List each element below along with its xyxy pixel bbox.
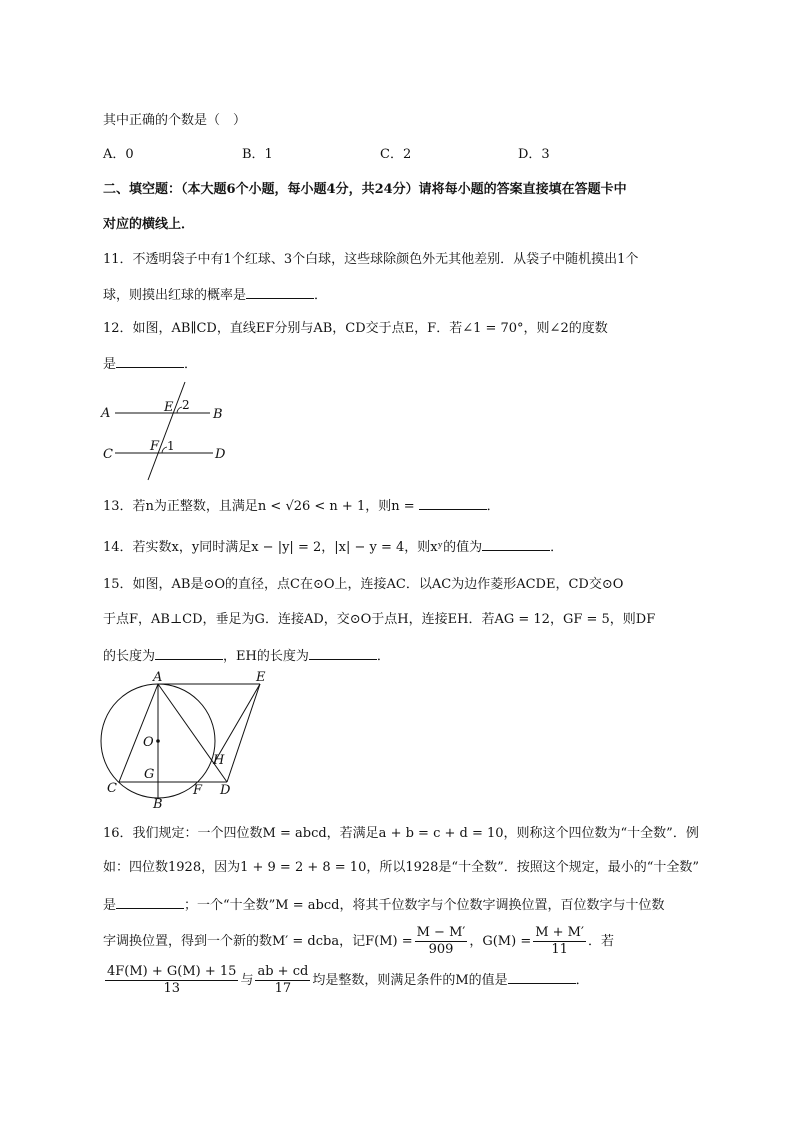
q10-option-c: C．2 — [380, 147, 412, 162]
q12-line1: 12．如图，AB∥CD，直线EF分别与AB，CD交于点E，F．若∠1 = 70°，则∠2的度数 — [103, 321, 608, 336]
label-f: F — [150, 439, 160, 454]
q16-line5 — [103, 963, 589, 999]
q16-k-numerator: ab + cd — [257, 964, 309, 979]
q15-end: ． — [376, 649, 390, 664]
q15-text-a: 的长度为 — [103, 649, 156, 664]
q16-g-denominator: 11 — [551, 942, 568, 957]
q16-g-numerator: M + M′ — [535, 925, 584, 940]
q16-text-a: 是 — [103, 898, 117, 913]
q14-line — [103, 537, 563, 557]
label-g: G — [144, 767, 155, 782]
label-a: A — [153, 670, 163, 685]
section2-header-line2: 对应的横线上． — [103, 217, 195, 232]
q15-figure — [95, 668, 285, 813]
q14-end: ． — [550, 540, 564, 555]
q16-text-e: 均是整数，则满足条件的M的值是 — [312, 973, 508, 988]
q10-option-d: D．3 — [518, 147, 550, 162]
q10-option-a: A．0 — [103, 147, 134, 162]
q16-k-fraction — [255, 964, 310, 997]
q11-text: 球，则摸出红球的概率是 — [103, 288, 247, 303]
q16-text-b: ；一个“十全数”M = abcd，将其千位数字与个位数字调换位置，百位数字与十位数 — [184, 898, 665, 913]
q15-answer-blank-df[interactable] — [155, 646, 223, 660]
q16-answer-blank-min[interactable] — [116, 895, 184, 909]
q12-text: 是 — [103, 357, 117, 372]
q16-h-fraction — [105, 964, 238, 997]
q15-line3 — [103, 646, 390, 666]
q15-line2: 于点F，AB⊥CD，垂足为G．连接AD，交⊙O于点H，连接EH．若AG = 12，GF = 5，则DF — [103, 612, 656, 627]
q11-end: ． — [314, 288, 328, 303]
label-b: B — [213, 407, 223, 422]
center-point — [156, 739, 160, 743]
q16-f-numerator: M − M′ — [416, 925, 466, 940]
q16-h-numerator: 4F(M) + G(M) + 15 — [107, 964, 237, 979]
label-e: E — [256, 670, 266, 685]
section2-header-line1: 二、填空题：（本大题6个小题，每小题4分，共24分）请将每小题的答案直接填在答题卡中 — [103, 182, 627, 197]
q13-line — [103, 496, 500, 516]
q16-k-denominator: 17 — [274, 981, 292, 996]
q11-answer-blank[interactable] — [246, 285, 314, 299]
q16-line2: 如：四位数1928，因为1 + 9 = 2 + 8 = 10，所以1928是“十全数”．按照这个规定，最小的“十全数” — [103, 860, 700, 875]
q16-end: ． — [575, 973, 589, 988]
q16-answer-blank-m[interactable] — [508, 970, 576, 984]
q16-f-denominator: 909 — [428, 942, 454, 957]
q16-line3 — [103, 895, 664, 915]
q11-line2 — [103, 285, 327, 305]
line-ef — [148, 382, 185, 480]
q16-line4 — [103, 924, 614, 960]
label-c: C — [103, 447, 113, 462]
label-b: B — [153, 797, 163, 812]
q13-answer-blank[interactable] — [419, 496, 487, 510]
q12-figure — [95, 378, 245, 488]
q10-option-b: B．1 — [242, 147, 273, 162]
q13-text: 13．若n为正整数，且满足n < √26 < n + 1，则n = — [103, 499, 415, 514]
q13-end: ． — [486, 499, 500, 514]
q16-h-denominator: 13 — [163, 981, 180, 996]
label-d: D — [215, 447, 226, 462]
label-h: H — [213, 753, 225, 768]
q12-end: ． — [184, 357, 198, 372]
q11-line1: 11．不透明袋子中有1个红球、3个白球，这些球除颜色外无其他差别．从袋子中随机摸出1个 — [103, 252, 639, 267]
q15-answer-blank-eh[interactable] — [309, 646, 377, 660]
q15-line1: 15．如图，AB是⊙O的直径，点C在⊙O上，连接AC．以AC为边作菱形ACDE，CD交⊙O — [103, 577, 624, 592]
label-angle-1: 1 — [167, 439, 175, 453]
label-f: F — [193, 783, 203, 798]
q16-with: 与 — [240, 973, 254, 988]
q16-text-d: ．若 — [587, 934, 614, 949]
q16-f-fraction — [415, 925, 468, 958]
q16-line1: 16．我们规定：一个四位数M = abcd，若满足a + b = c + d = 10，则称这个四位数为“十全数”．例 — [103, 826, 699, 841]
label-c: C — [107, 781, 117, 796]
label-a: A — [101, 406, 111, 421]
q12-answer-blank[interactable] — [116, 354, 184, 368]
q16-g-fraction — [533, 925, 586, 958]
q12-line2 — [103, 354, 197, 374]
label-d: D — [220, 783, 231, 798]
q15-text-b: ，EH的长度为 — [223, 649, 309, 664]
label-angle-2: 2 — [182, 398, 190, 412]
q10-tail: 其中正确的个数是（ ） — [103, 113, 247, 128]
q14-text: 14．若实数x，y同时满足x − |y| = 2，|x| − y = 4，则xʸ的值为 — [103, 540, 483, 555]
label-e: E — [164, 400, 174, 415]
q14-answer-blank[interactable] — [482, 537, 550, 551]
q16-f-label: F(M) = — [365, 934, 413, 949]
q16-g-label: ，G(M) = — [469, 934, 532, 949]
label-o: O — [143, 735, 154, 750]
q16-text-c: 字调换位置，得到一个新的数M′ = dcba，记 — [103, 934, 366, 949]
